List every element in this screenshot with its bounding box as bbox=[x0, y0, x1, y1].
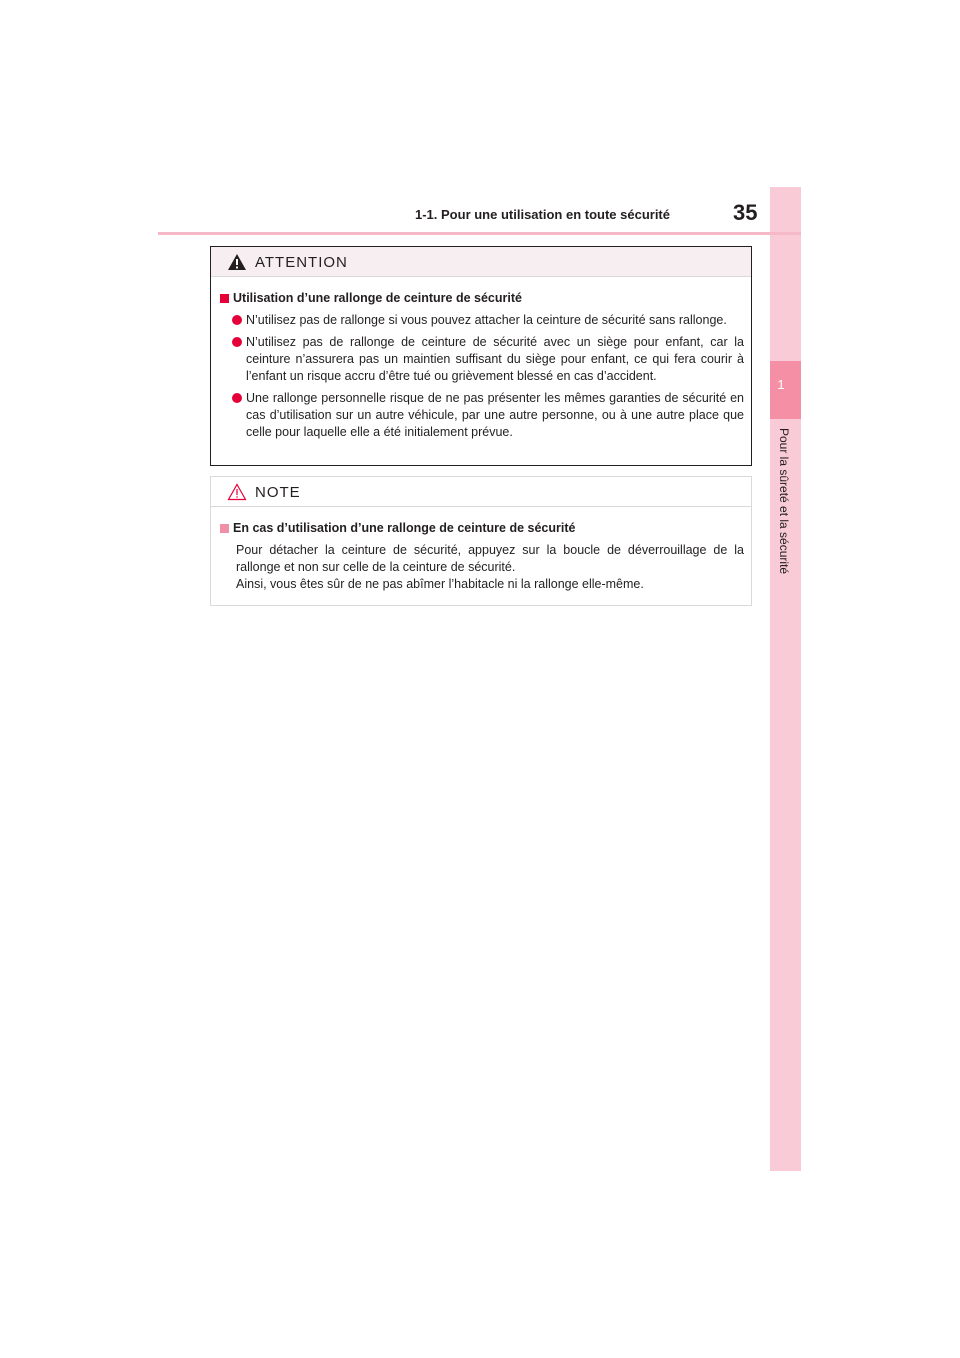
warning-outline-icon bbox=[227, 483, 247, 501]
square-bullet-icon bbox=[220, 524, 229, 533]
list-item: N’utilisez pas de rallonge si vous pouvez attacher la ceinture de sécurité sans rallonge. bbox=[218, 312, 744, 329]
running-header: 1-1. Pour une utilisation en toute sécurité bbox=[415, 207, 670, 222]
tab-rule bbox=[770, 232, 801, 235]
square-bullet-icon bbox=[220, 294, 229, 303]
circle-bullet-icon bbox=[232, 315, 242, 325]
note-header bbox=[211, 477, 751, 507]
note-paragraph: Pour détacher la ceinture de sécurité, appuyez sur la boucle de déverrouillage de la rallonge et non sur celle de la ceinture de sécurité. Ainsi, vous êtes sûr de ne pas abîmer l’habitacle ni la rallonge elle-même. bbox=[236, 543, 744, 591]
caution-section-title: Utilisation d’une rallonge de ceinture de sécurité bbox=[218, 290, 744, 307]
list-item: Une rallonge personnelle risque de ne pas présenter les mêmes garanties de sécurité en cas d’utilisation sur un autre véhicule, par une autre personne, ou à une autre place que celle pour laquelle elle a été initialement prévue. bbox=[218, 390, 744, 441]
note-section-title: En cas d’utilisation d’une rallonge de ceinture de sécurité bbox=[218, 520, 744, 537]
note-box bbox=[210, 476, 752, 606]
page-number: 35 bbox=[733, 200, 758, 225]
caution-box bbox=[210, 246, 752, 466]
chapter-tab-strip bbox=[770, 187, 801, 1171]
chapter-number: 1 bbox=[777, 377, 785, 392]
caution-header bbox=[211, 247, 751, 277]
warning-filled-icon bbox=[227, 253, 247, 271]
note-title: NOTE bbox=[255, 484, 301, 501]
caution-title: ATTENTION bbox=[255, 254, 348, 271]
chapter-label: Pour la sûreté et la sécurité bbox=[777, 428, 791, 575]
list-item: N’utilisez pas de rallonge de ceinture de sécurité avec un siège pour enfant, car la ceinture n’assurera pas un maintien suffisant du siège pour enfant, ce qui fera courir à l’enfant un risque accru d’être tué ou grièvement blessé en cas d’accident. bbox=[218, 334, 744, 385]
circle-bullet-icon bbox=[232, 393, 242, 403]
circle-bullet-icon bbox=[232, 337, 242, 347]
header-rule bbox=[158, 232, 770, 235]
